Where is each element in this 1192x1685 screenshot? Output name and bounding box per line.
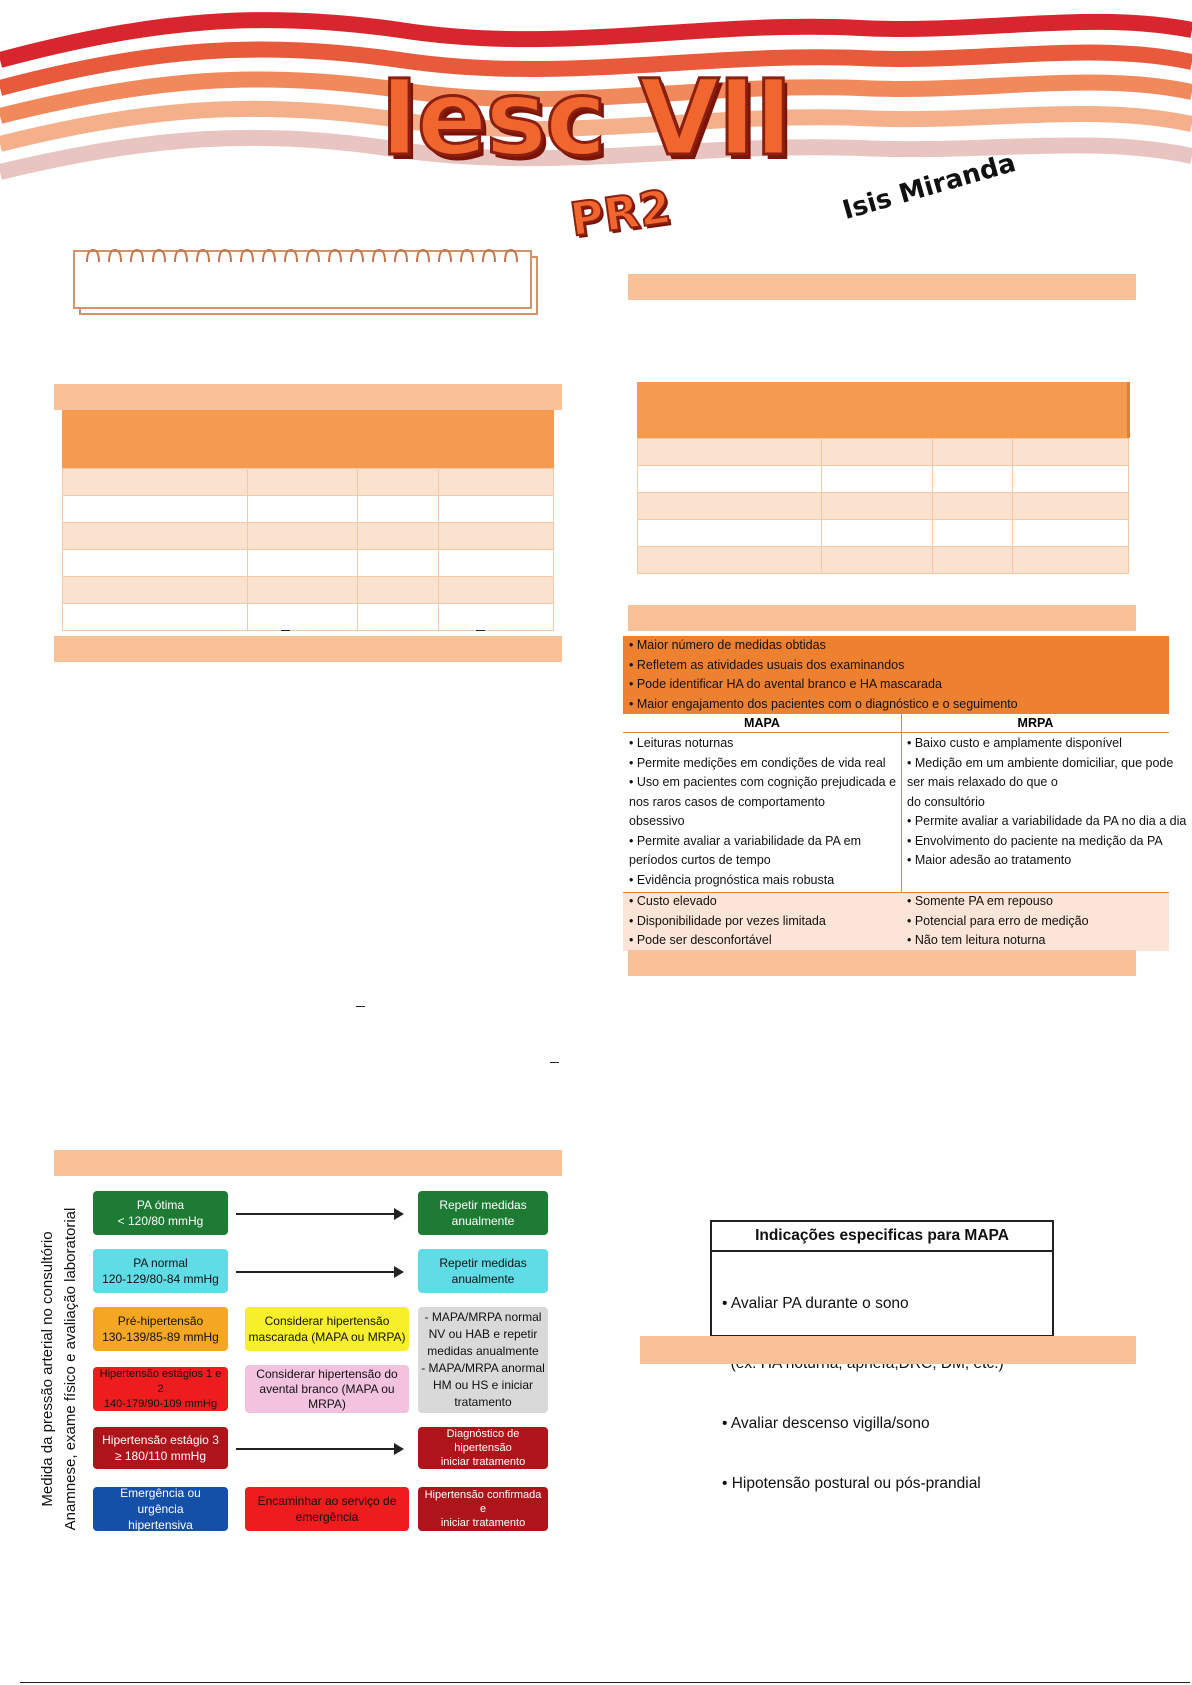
advantages-list (629, 636, 1018, 714)
comparison-table (623, 636, 1187, 950)
list-item: • Maior adesão ao tratamento (907, 853, 1072, 867)
category-hipertensao-1-2: Hipertensão estágios 1 e 2 140-179/90-109 mmHg (93, 1367, 228, 1411)
category-pa-normal: PA normal 120-129/80-84 mmHg (93, 1249, 228, 1293)
list-item: do consultório (907, 794, 985, 809)
middle-encaminhar-emergencia: Encaminhar ao serviço de emergência (245, 1487, 409, 1531)
list-item: • Maior engajamento dos pacientes com o diagnóstico e o seguimento (629, 696, 1018, 711)
section-bar-left-1 (54, 384, 562, 410)
list-item: • Potencial para erro de medição (907, 913, 1089, 928)
side-label-line2: Anamnese, exame físico e avaliação laboratorial (62, 1207, 79, 1531)
table-row (638, 439, 1129, 466)
table-row (638, 466, 1129, 493)
category-hipertensao-3: Hipertensão estágio 3 ≥ 180/110 mmHg (93, 1427, 228, 1469)
section-bar-right-4 (640, 1336, 1136, 1364)
list-item: • Avaliar PA durante o sono (722, 1295, 909, 1312)
dash-mark (550, 1062, 559, 1063)
mapa-cons-list (629, 892, 826, 951)
list-item: • Leituras noturnas (629, 736, 734, 750)
spiral-rings (73, 246, 533, 266)
mrpa-cons-list (907, 892, 1089, 951)
list-item: • Maior número de medidas obtidas (629, 638, 826, 652)
arrow (236, 1213, 402, 1215)
section-bar-right-1 (628, 274, 1136, 300)
category-pre-hipertensao: Pré-hipertensão 130-139/85-89 mmHg (93, 1307, 228, 1351)
dash-mark (476, 630, 485, 631)
category-pa-otima: PA ótima < 120/80 mmHg (93, 1191, 228, 1235)
page-subtitle: PR2 (566, 179, 675, 247)
mrpa-header: MRPA (1017, 716, 1054, 730)
table-header-left (62, 410, 554, 468)
list-item: nos raros casos de comportamento (629, 794, 825, 809)
dash-mark (281, 630, 290, 631)
list-item: obsessivo (629, 814, 685, 828)
table-row (63, 550, 554, 577)
table-row (63, 469, 554, 496)
table-row (638, 547, 1129, 574)
list-item: • Envolvimento do paciente na medição da PA (907, 833, 1163, 848)
list-item: • Medição em um ambiente domiciliar, que pode (907, 755, 1174, 770)
category-emergencia: Emergência ou urgência hipertensiva (93, 1487, 228, 1531)
list-item: períodos curtos de tempo (629, 853, 771, 867)
mapa-pros-list (629, 734, 896, 890)
mrpa-pros-list (907, 734, 1186, 871)
section-bar-left-3 (54, 1150, 562, 1176)
action-repeat-annual-2: Repetir medidas anualmente (418, 1249, 548, 1293)
section-bar-right-2 (628, 605, 1136, 631)
header-banner (0, 0, 1192, 250)
mapa-header: MAPA (744, 716, 780, 730)
list-item: • Pode identificar HA do avental branco e HA mascarada (629, 677, 942, 691)
list-item: • Disponibilidade por vezes limitada (629, 913, 826, 928)
list-item: • Pode ser desconfortável (629, 933, 772, 947)
arrow (236, 1271, 402, 1273)
action-repeat-annual-1: Repetir medidas anualmente (418, 1191, 548, 1235)
table-row (638, 520, 1129, 547)
list-item: • Não tem leitura noturna (907, 933, 1046, 947)
middle-avental-branco: Considerar hipertensão do avental branco (MAPA ou MRPA) (245, 1365, 409, 1413)
indications-title: Indicações especificas para MAPA (712, 1222, 1052, 1252)
section-bar-left-2 (54, 636, 562, 662)
list-item: • Avaliar descenso vigilla/sono (722, 1415, 930, 1432)
notebook-card (73, 246, 533, 316)
table-row (63, 604, 554, 631)
flowchart (40, 1185, 570, 1540)
action-iniciar-tratamento: Diagnóstico de hipertensão iniciar tratamento (418, 1427, 548, 1469)
list-item: ser mais relaxado do que o (907, 775, 1058, 789)
list-item: • Baixo custo e amplamente disponível (907, 736, 1122, 750)
gray-result-box: - MAPA/MRPA normal NV ou HAB e repetir medidas anualmente - MAPA/MRPA anormal HM ou HS e iniciar tratamento (418, 1307, 548, 1413)
indications-list (722, 1254, 1004, 1534)
list-item: • Somente PA em repouso (907, 894, 1053, 908)
page-title: Iesc VII (380, 57, 791, 179)
list-item: • Permite avaliar a variabilidade da PA em (629, 833, 862, 848)
action-hipertensao-confirmada: Hipertensão confirmada e iniciar tratamento (418, 1487, 548, 1531)
middle-hipertensao-mascarada: Considerar hipertensão mascarada (MAPA ou MRPA) (245, 1307, 409, 1351)
table-row (63, 496, 554, 523)
list-item: • Permite medições em condições de vida real (629, 755, 886, 770)
table-header-right (637, 382, 1130, 438)
table-row (63, 523, 554, 550)
footer-line (20, 1682, 1190, 1683)
list-item: • Refletem as atividades usuais dos examinandos (629, 657, 905, 672)
classification-table-left (62, 468, 554, 631)
side-label-line1: Medida da pressão arterial no consultório (39, 1231, 56, 1507)
list-item: • Permite avaliar a variabilidade da PA no dia a dia (907, 814, 1187, 828)
indications-box (710, 1220, 1054, 1492)
table-row (638, 493, 1129, 520)
author-name: Isis Miranda (839, 147, 1020, 227)
section-bar-right-3 (628, 950, 1136, 976)
classification-table-right (637, 438, 1129, 574)
list-item: • Custo elevado (629, 894, 717, 908)
list-item: • Hipotensão postural ou pós-prandial (722, 1475, 981, 1492)
list-item: • Uso em pacientes com cognição prejudicada e (629, 775, 897, 789)
dash-mark (356, 1006, 365, 1007)
arrow (236, 1448, 402, 1450)
table-row (63, 577, 554, 604)
list-item: • Evidência prognóstica mais robusta (629, 872, 835, 887)
flowchart-side-label (36, 1189, 84, 1549)
